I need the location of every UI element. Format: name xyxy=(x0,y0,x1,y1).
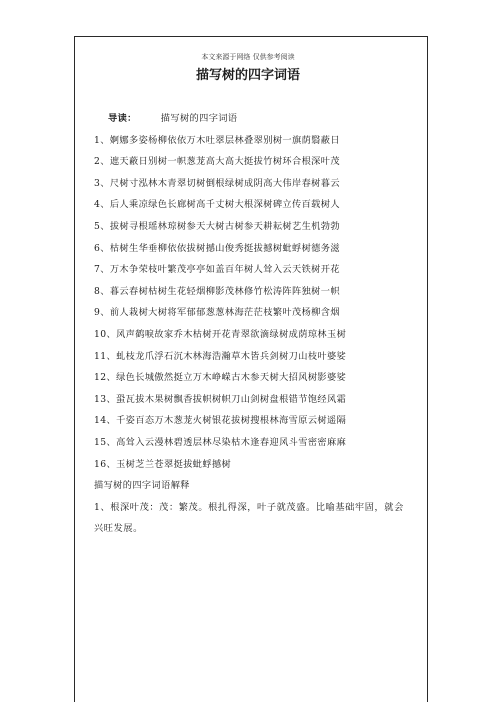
list-item: 6、枯树生华垂柳依依拔树撼山俊秀挺拔撼树蚍蜉树德务滋 xyxy=(94,242,340,254)
list-item: 14、千姿百态万木葱茏火树银花拔树搜根林海雪原云树遥隔 xyxy=(94,415,347,427)
page-title: 描写树的四字词语 xyxy=(195,68,300,83)
list-item: 11、虬枝龙爪浮石沉木林海浩瀚草木皆兵剑树刀山枝叶婆娑 xyxy=(94,350,347,362)
list-item: 4、后人乘凉绿色长廊树高千丈树大根深树碑立传百载树人 xyxy=(94,199,340,211)
list-item: 10、风声鹤唳故家乔木枯树开花青翠欲滴绿树成荫琼林玉树 xyxy=(94,328,347,340)
list-item: 16、玉树芝兰苍翠挺拔蚍蜉撼树 xyxy=(94,458,232,470)
list-item: 8、暮云春树枯树生花轻烟柳影茂林修竹松涛阵阵独树一帜 xyxy=(94,285,340,297)
document-body xyxy=(94,108,410,540)
list-item: 9、前人栽树大树将军郁郁葱葱林海茫茫枝繁叶茂杨柳含烟 xyxy=(94,307,340,319)
list-item: 1、婀娜多姿杨柳依依万木吐翠层林叠翠别树一旗荫翳蔽日 xyxy=(94,134,340,146)
list-item: 7、万木争荣枝叶繁茂亭亭如盖百年树人耸入云天铁树开花 xyxy=(94,264,340,276)
list-item: 12、绿色长城傲然挺立万木峥嵘古木参天树大招风树影婆娑 xyxy=(94,372,347,384)
explanation-item: 1、根深叶茂：茂：繁茂。根扎得深，叶子就茂盛。比喻基础牢固，就会兴旺发展。 xyxy=(94,501,404,535)
intro-text: 描写树的四字词语 xyxy=(160,113,238,124)
intro-label: 导读： xyxy=(108,113,137,124)
intro-line xyxy=(94,108,410,130)
list-item: 2、遮天蔽日别树一帜葱茏高大高大挺拔竹树环合根深叶茂 xyxy=(94,156,340,168)
list-item: 13、蛩瓦拔木果树飘香拔帜树帜刀山剑树盘根错节饱经风霜 xyxy=(94,393,347,405)
list-item: 5、拔树寻根瑶林琼树参天大树古树参天耕耘树艺生机勃勃 xyxy=(94,220,340,232)
list-item: 15、高耸入云漫林碧透层林尽染枯木逢春迎风斗雪密密麻麻 xyxy=(94,436,347,448)
list-item: 3、尺树寸泓林木青翠切树倒根绿树成阴高大伟岸春树暮云 xyxy=(94,177,340,189)
source-note: 本文来源于网络 仅供参考阅读 xyxy=(201,53,295,61)
explanation-heading: 描写树的四字词语解释 xyxy=(94,480,190,492)
